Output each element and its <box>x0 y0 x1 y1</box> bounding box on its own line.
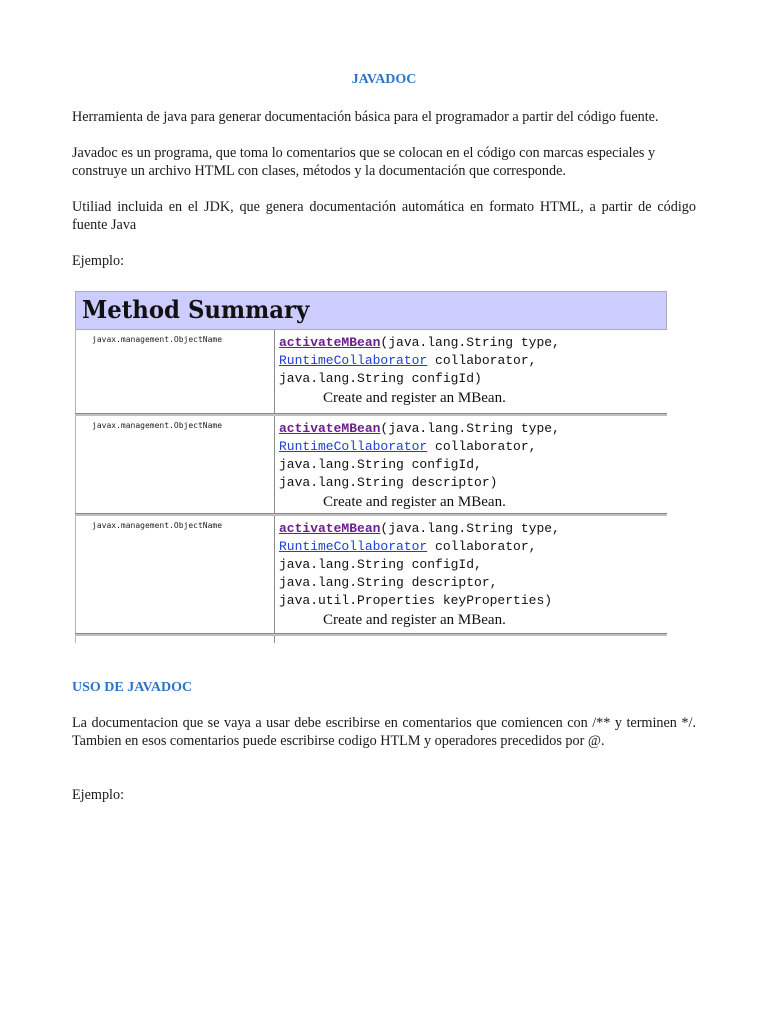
return-type-cell <box>75 330 275 414</box>
method-summary-heading: Method Summary <box>82 295 310 324</box>
signature-text: collaborator, <box>427 353 537 368</box>
intro-paragraph: Herramienta de java para generar documentación básica para el programador a partir del código fuente. <box>72 109 659 125</box>
method-summary-header <box>75 291 667 330</box>
signature-text: (java.lang.String type, <box>380 335 560 350</box>
class-link[interactable]: RuntimeCollaborator <box>279 539 428 554</box>
return-type-cell <box>75 416 275 514</box>
signature-line <box>279 538 663 556</box>
method-description: Create and register an MBean. <box>323 390 506 406</box>
method-row <box>75 416 667 514</box>
signature-line: java.util.Properties keyProperties) <box>279 593 553 608</box>
jdk-paragraph: Utiliad incluida en el JDK, que genera documentación automática en formato HTML, a partir de código fuente Java <box>72 199 696 233</box>
class-link[interactable]: RuntimeCollaborator <box>279 439 428 454</box>
method-row <box>75 516 667 643</box>
method-row <box>75 330 667 414</box>
row-divider <box>75 633 667 636</box>
method-signature-cell <box>279 334 663 408</box>
signature-line: java.lang.String configId) <box>279 371 482 386</box>
signature-text: collaborator, <box>427 439 537 454</box>
signature-line <box>279 334 663 352</box>
return-type: javax.management.ObjectName <box>92 421 223 430</box>
method-description: Create and register an MBean. <box>323 494 506 510</box>
signature-line: java.lang.String descriptor) <box>279 475 498 490</box>
return-type: javax.management.ObjectName <box>92 521 223 530</box>
section-heading: USO DE JAVADOC <box>72 680 193 695</box>
signature-text: (java.lang.String type, <box>380 521 560 536</box>
method-link[interactable]: activateMBean <box>279 335 381 350</box>
signature-line: java.lang.String configId, <box>279 457 482 472</box>
method-link[interactable]: activateMBean <box>279 421 381 436</box>
document-title: JAVADOC <box>351 72 417 87</box>
signature-line <box>279 520 663 538</box>
return-type-cell <box>75 516 275 643</box>
class-link[interactable]: RuntimeCollaborator <box>279 353 428 368</box>
return-type: javax.management.ObjectName <box>92 335 223 344</box>
signature-text: (java.lang.String type, <box>380 421 560 436</box>
signature-text: collaborator, <box>427 539 537 554</box>
method-link[interactable]: activateMBean <box>279 521 381 536</box>
signature-line: java.lang.String configId, <box>279 557 482 572</box>
signature-line <box>279 438 663 456</box>
method-signature-cell <box>279 420 663 512</box>
method-description: Create and register an MBean. <box>323 612 506 628</box>
signature-line <box>279 420 663 438</box>
signature-line <box>279 352 663 370</box>
signature-line: java.lang.String descriptor, <box>279 575 498 590</box>
usage-paragraph: La documentacion que se vaya a usar debe escribirse en comentarios que comiencen con /** y terminen */. Tambien en esos comentarios puede escribirse codigo HTLM y operadores precedidos por @. <box>72 715 696 749</box>
method-summary-image <box>75 291 667 643</box>
example-label-2: Ejemplo: <box>72 787 125 803</box>
description-paragraph: Javadoc es un programa, que toma lo comentarios que se colocan en el código con marcas especiales y construye un archivo HTML con clases, métodos y la documentación que corresponde. <box>72 145 656 179</box>
method-signature-cell <box>279 520 663 630</box>
example-label-1: Ejemplo: <box>72 253 125 269</box>
